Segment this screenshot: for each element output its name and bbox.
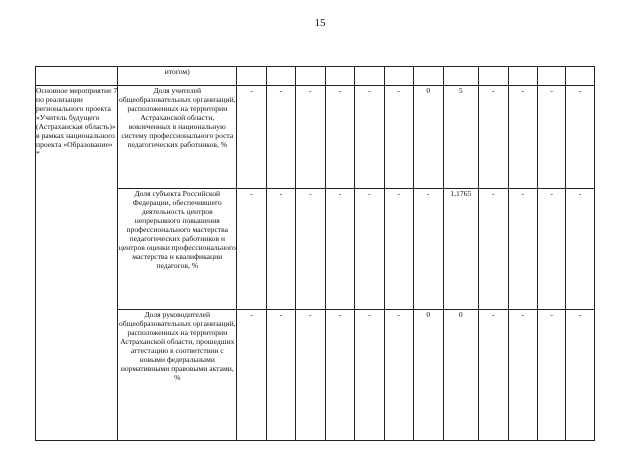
- indicator-cell: Доля руководителей общеобразовательных организаций, расположенных на территории Астраханской области, прошедших аттестацию в соответствии с новыми федеральными нормативными правовыми актами, %: [118, 310, 237, 441]
- value-cell: -: [479, 86, 508, 189]
- table-cell: [414, 67, 443, 86]
- value-cell: -: [414, 189, 443, 310]
- value-cell: -: [479, 310, 508, 441]
- value-cell: -: [566, 310, 595, 441]
- value-cell: -: [237, 189, 266, 310]
- value-cell: -: [355, 310, 384, 441]
- table-cell: [266, 67, 295, 86]
- table-cell: [237, 67, 266, 86]
- value-cell: -: [508, 310, 537, 441]
- value-cell: -: [479, 189, 508, 310]
- value-cell: 0: [414, 86, 443, 189]
- value-cell: -: [325, 86, 354, 189]
- table-cell: [538, 67, 566, 86]
- value-cell: -: [508, 189, 537, 310]
- value-cell: -: [355, 189, 384, 310]
- page-number: 15: [314, 17, 326, 29]
- table-cell: [296, 67, 325, 86]
- value-cell: -: [296, 189, 325, 310]
- table-row: [36, 310, 595, 441]
- value-cell: -: [355, 86, 384, 189]
- indicator-cell: Доля учителей общеобразовательных организаций, расположенных на территории Астраханской области, вовлеченных в национальную систему профессионального роста педагогических работников, %: [118, 86, 237, 189]
- table-cell: [566, 67, 595, 86]
- value-cell: -: [384, 86, 413, 189]
- value-cell: -: [296, 310, 325, 441]
- value-cell: -: [266, 310, 295, 441]
- value-cell: -: [266, 189, 295, 310]
- continuation-label: итогом): [118, 67, 237, 86]
- value-cell: -: [325, 310, 354, 441]
- value-cell: -: [296, 86, 325, 189]
- value-cell: -: [384, 189, 413, 310]
- value-cell: -: [566, 86, 595, 189]
- table-cell: [384, 67, 413, 86]
- value-cell: -: [508, 86, 537, 189]
- table-cell: [325, 67, 354, 86]
- value-cell: 0: [414, 310, 443, 441]
- value-cell: -: [266, 86, 295, 189]
- value-cell: -: [237, 310, 266, 441]
- indicators-table: [35, 66, 595, 441]
- table-cell: [508, 67, 537, 86]
- value-cell: -: [538, 310, 566, 441]
- value-cell: -: [384, 310, 413, 441]
- table-cell: [36, 67, 118, 86]
- table-cell: [443, 67, 479, 86]
- table-cell: [479, 67, 508, 86]
- value-cell: -: [566, 189, 595, 310]
- table-row: [36, 189, 595, 310]
- table-row-header-continuation: [36, 67, 595, 86]
- table-row: [36, 86, 595, 189]
- value-cell: 0: [443, 310, 479, 441]
- value-cell: -: [538, 86, 566, 189]
- table-cell: [355, 67, 384, 86]
- value-cell: 5: [443, 86, 479, 189]
- event-name-cell: Основное мероприятие 7 по реализации регионального проекта «Учитель будущего (Астраханская область)» в рамках национального проекта «Образование» *: [36, 86, 118, 441]
- value-cell: -: [237, 86, 266, 189]
- value-cell: -: [325, 189, 354, 310]
- value-cell: 1,1765: [443, 189, 479, 310]
- value-cell: -: [538, 189, 566, 310]
- indicator-cell: Доля субъекта Российской Федерации, обеспечившего деятельность центров непрерывного повышения профессионального мастерства педагогических работников и центров оценки профессионального мастерства и квалификации педагогов, %: [118, 189, 237, 310]
